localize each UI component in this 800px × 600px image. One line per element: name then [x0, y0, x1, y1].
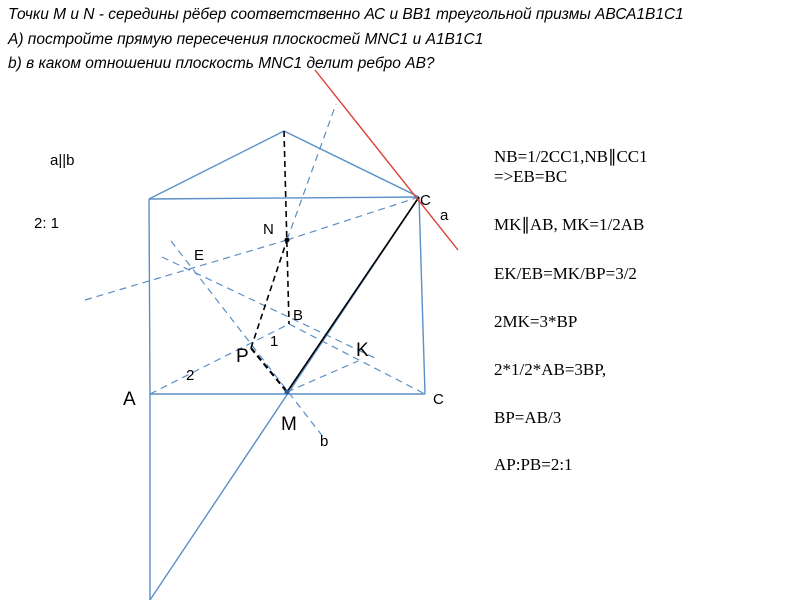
solution-step-7: AP:PB=2:1 — [494, 455, 573, 474]
parallel-note: a||b — [50, 152, 75, 169]
line-a — [315, 70, 458, 250]
edge-a-a1 — [149, 199, 150, 394]
label-c: C — [433, 391, 444, 408]
solution-step-2: MK∥AB, MK=1/2AB — [494, 215, 645, 234]
solution-step-6: BP=AB/3 — [494, 408, 562, 427]
label-p: P — [236, 346, 249, 367]
line-e-k — [162, 257, 375, 358]
label-n: N — [263, 221, 274, 238]
label-e: E — [194, 247, 205, 264]
label-m: M — [281, 414, 297, 435]
problem-line-3: b) в каком отношении плоскость MNC1 делит ребро АВ? — [8, 55, 435, 72]
solution-step-4: 2MK=3*BP — [494, 312, 578, 331]
point-n — [285, 238, 290, 243]
edge-a-b — [150, 324, 289, 394]
problem-line-1: Точки M и N - середины рёбер соответственно АС и ВВ1 треугольной призмы АВСА1В1С1 — [8, 6, 684, 23]
edge-b-b1 — [284, 131, 289, 324]
line-p-n — [251, 240, 287, 348]
line-b-n-up — [287, 104, 336, 240]
solution-step-1b: =>EB=BC — [494, 167, 568, 186]
edge-c-c1 — [419, 197, 425, 394]
prism-edges — [149, 131, 425, 600]
label-segment-1: 1 — [270, 333, 279, 350]
solution-step-5: 2*1/2*AB=3BP, — [494, 360, 607, 379]
ratio-note: 2: 1 — [34, 215, 60, 232]
label-c1: C — [420, 192, 431, 209]
edge-a1-c1 — [149, 197, 419, 199]
label-segment-2: 2 — [186, 367, 195, 384]
line-n-extended — [85, 240, 287, 300]
problem-line-2: А) постройте прямую пересечения плоскостей MNC1 и A1B1C1 — [8, 31, 484, 48]
solution-step-1a: NB=1/2CC1,NB∥CC1 — [494, 147, 648, 166]
label-a-line: a — [440, 207, 449, 224]
label-b-line: b — [320, 433, 329, 450]
point-m — [285, 390, 290, 395]
line-n-c1 — [287, 197, 419, 240]
construction-dashed-blue — [85, 104, 425, 438]
edge-b1-c1 — [284, 131, 419, 197]
solution-step-3: EK/EB=MK/BP=3/2 — [494, 264, 637, 283]
label-a: A — [123, 389, 136, 410]
label-k: K — [356, 340, 369, 361]
edge-a1-b1 — [149, 131, 284, 199]
label-b: B — [293, 307, 304, 324]
line-p-m — [251, 348, 287, 392]
line-m-e — [171, 241, 324, 438]
